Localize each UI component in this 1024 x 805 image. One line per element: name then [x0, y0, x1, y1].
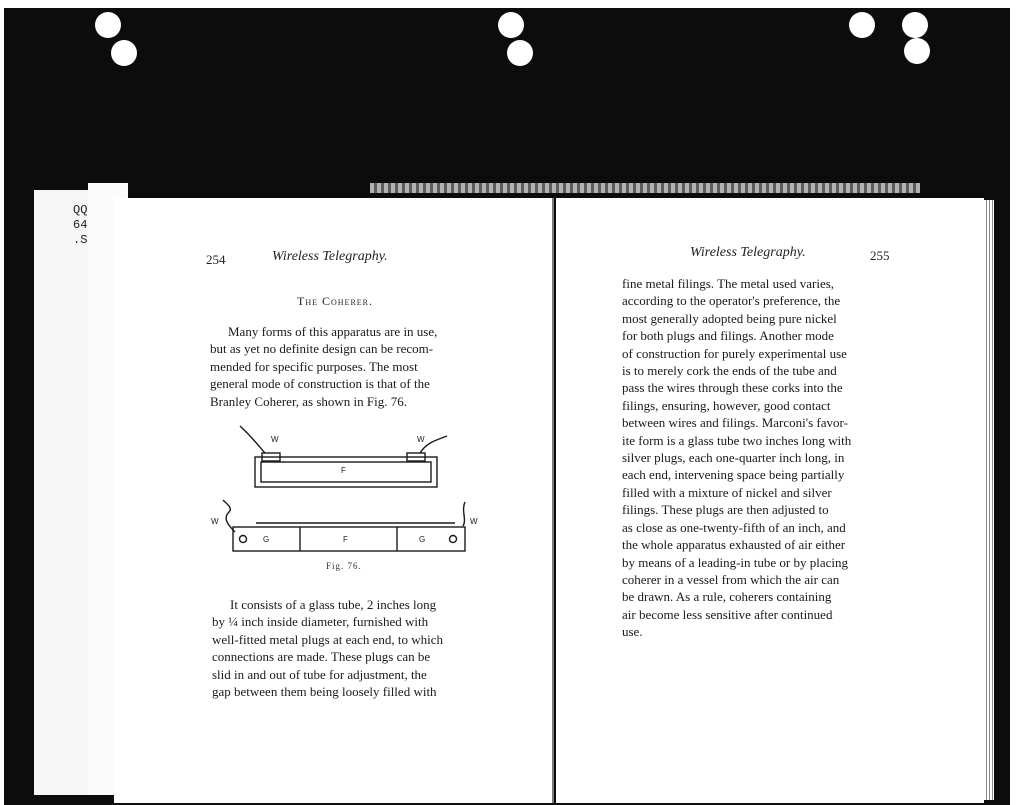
right-page-number: 255	[870, 248, 890, 263]
page-top-edge-strip	[370, 183, 920, 193]
text-line: It consists of a glass tube, 2 inches long	[230, 597, 437, 612]
text-line: air become less sensitive after continued	[622, 606, 833, 622]
text-line: general mode of construction is that of the	[210, 376, 430, 392]
text-line: silver plugs, each one-quarter inch long, in	[622, 450, 845, 466]
text-line: use.	[622, 624, 643, 640]
text-line: according to the operator's preference, the	[622, 293, 841, 309]
text-line: of construction for purely experimental use	[622, 345, 847, 361]
text-line: Branley Coherer, as shown in Fig. 76.	[210, 393, 407, 409]
text-line: by ¼ inch inside diameter, furnished with	[212, 614, 429, 630]
text-line: filled with a mixture of nickel and silver	[622, 484, 832, 500]
right-page-stack-edge	[984, 200, 994, 800]
text-line: filings, ensuring, however, good contact	[622, 397, 831, 413]
terminal-right	[450, 536, 457, 543]
label-g: G	[263, 535, 270, 544]
figure-caption: Fig. 76.	[326, 561, 362, 571]
left-running-head: Wireless Telegraphy.	[272, 249, 388, 264]
label-w: W	[211, 517, 219, 526]
left-paragraph-2	[212, 596, 482, 700]
text-line: slid in and out of tube for adjustment, the	[212, 666, 427, 682]
edge-text-fragment: QQ 64 .S	[73, 203, 88, 247]
text-line: well-fitted metal plugs at each end, to which	[212, 631, 444, 647]
wire-left	[240, 426, 265, 453]
section-title: The Coherer.	[297, 294, 373, 308]
right-running-head: Wireless Telegraphy.	[690, 245, 806, 260]
text-line: fine metal filings. The metal used varies,	[622, 276, 835, 291]
punch-hole	[902, 12, 928, 38]
book-gutter	[552, 198, 554, 803]
right-paragraph	[622, 275, 894, 641]
label-g: G	[419, 535, 426, 544]
terminal-left	[240, 536, 247, 543]
text-line: as close as one-twenty-fifth of an inch, and	[622, 519, 846, 535]
punch-hole	[498, 12, 524, 38]
punch-hole	[904, 38, 930, 64]
text-line: but as yet no definite design can be recom-	[210, 341, 434, 357]
label-f: F	[341, 466, 346, 475]
text-line: the whole apparatus exhausted of air either	[622, 537, 846, 553]
label-w: W	[470, 517, 478, 526]
text-line: pass the wires through these corks into the	[622, 380, 843, 396]
text-line: is to merely cork the ends of the tube and	[622, 363, 837, 379]
text-line: ite form is a glass tube two inches long with	[622, 432, 852, 448]
text-line: most generally adopted being pure nickel	[622, 310, 837, 326]
label-f: F	[343, 535, 348, 544]
punch-hole	[111, 40, 137, 66]
label-w: W	[417, 435, 425, 444]
punch-hole	[849, 12, 875, 38]
left-page-number: 254	[206, 252, 226, 267]
label-w: W	[271, 435, 279, 444]
left-paragraph-1	[210, 323, 480, 410]
punch-hole	[95, 12, 121, 38]
text-line: filings. These plugs are then adjusted to	[622, 502, 829, 518]
wire-lower-right	[463, 502, 465, 526]
text-line: mended for specific purposes. The most	[210, 358, 418, 374]
text-line: by means of a leading-in tube or by placing	[622, 554, 848, 570]
text-line: be drawn. As a rule, coherers containing	[622, 589, 832, 605]
text-line: coherer in a vessel from which the air can	[622, 571, 840, 587]
text-line: Many forms of this apparatus are in use,	[228, 324, 438, 339]
text-line: between wires and filings. Marconi's favor-	[622, 415, 848, 431]
text-line: each end, intervening space being partially	[622, 467, 845, 483]
glass-tube-inner	[261, 462, 431, 482]
text-line: for both plugs and filings. Another mode	[622, 328, 834, 344]
text-line: gap between them being loosely filled with	[212, 684, 437, 700]
punch-hole	[507, 40, 533, 66]
coherer-figure	[205, 420, 495, 560]
text-line: connections are made. These plugs can be	[212, 649, 431, 665]
